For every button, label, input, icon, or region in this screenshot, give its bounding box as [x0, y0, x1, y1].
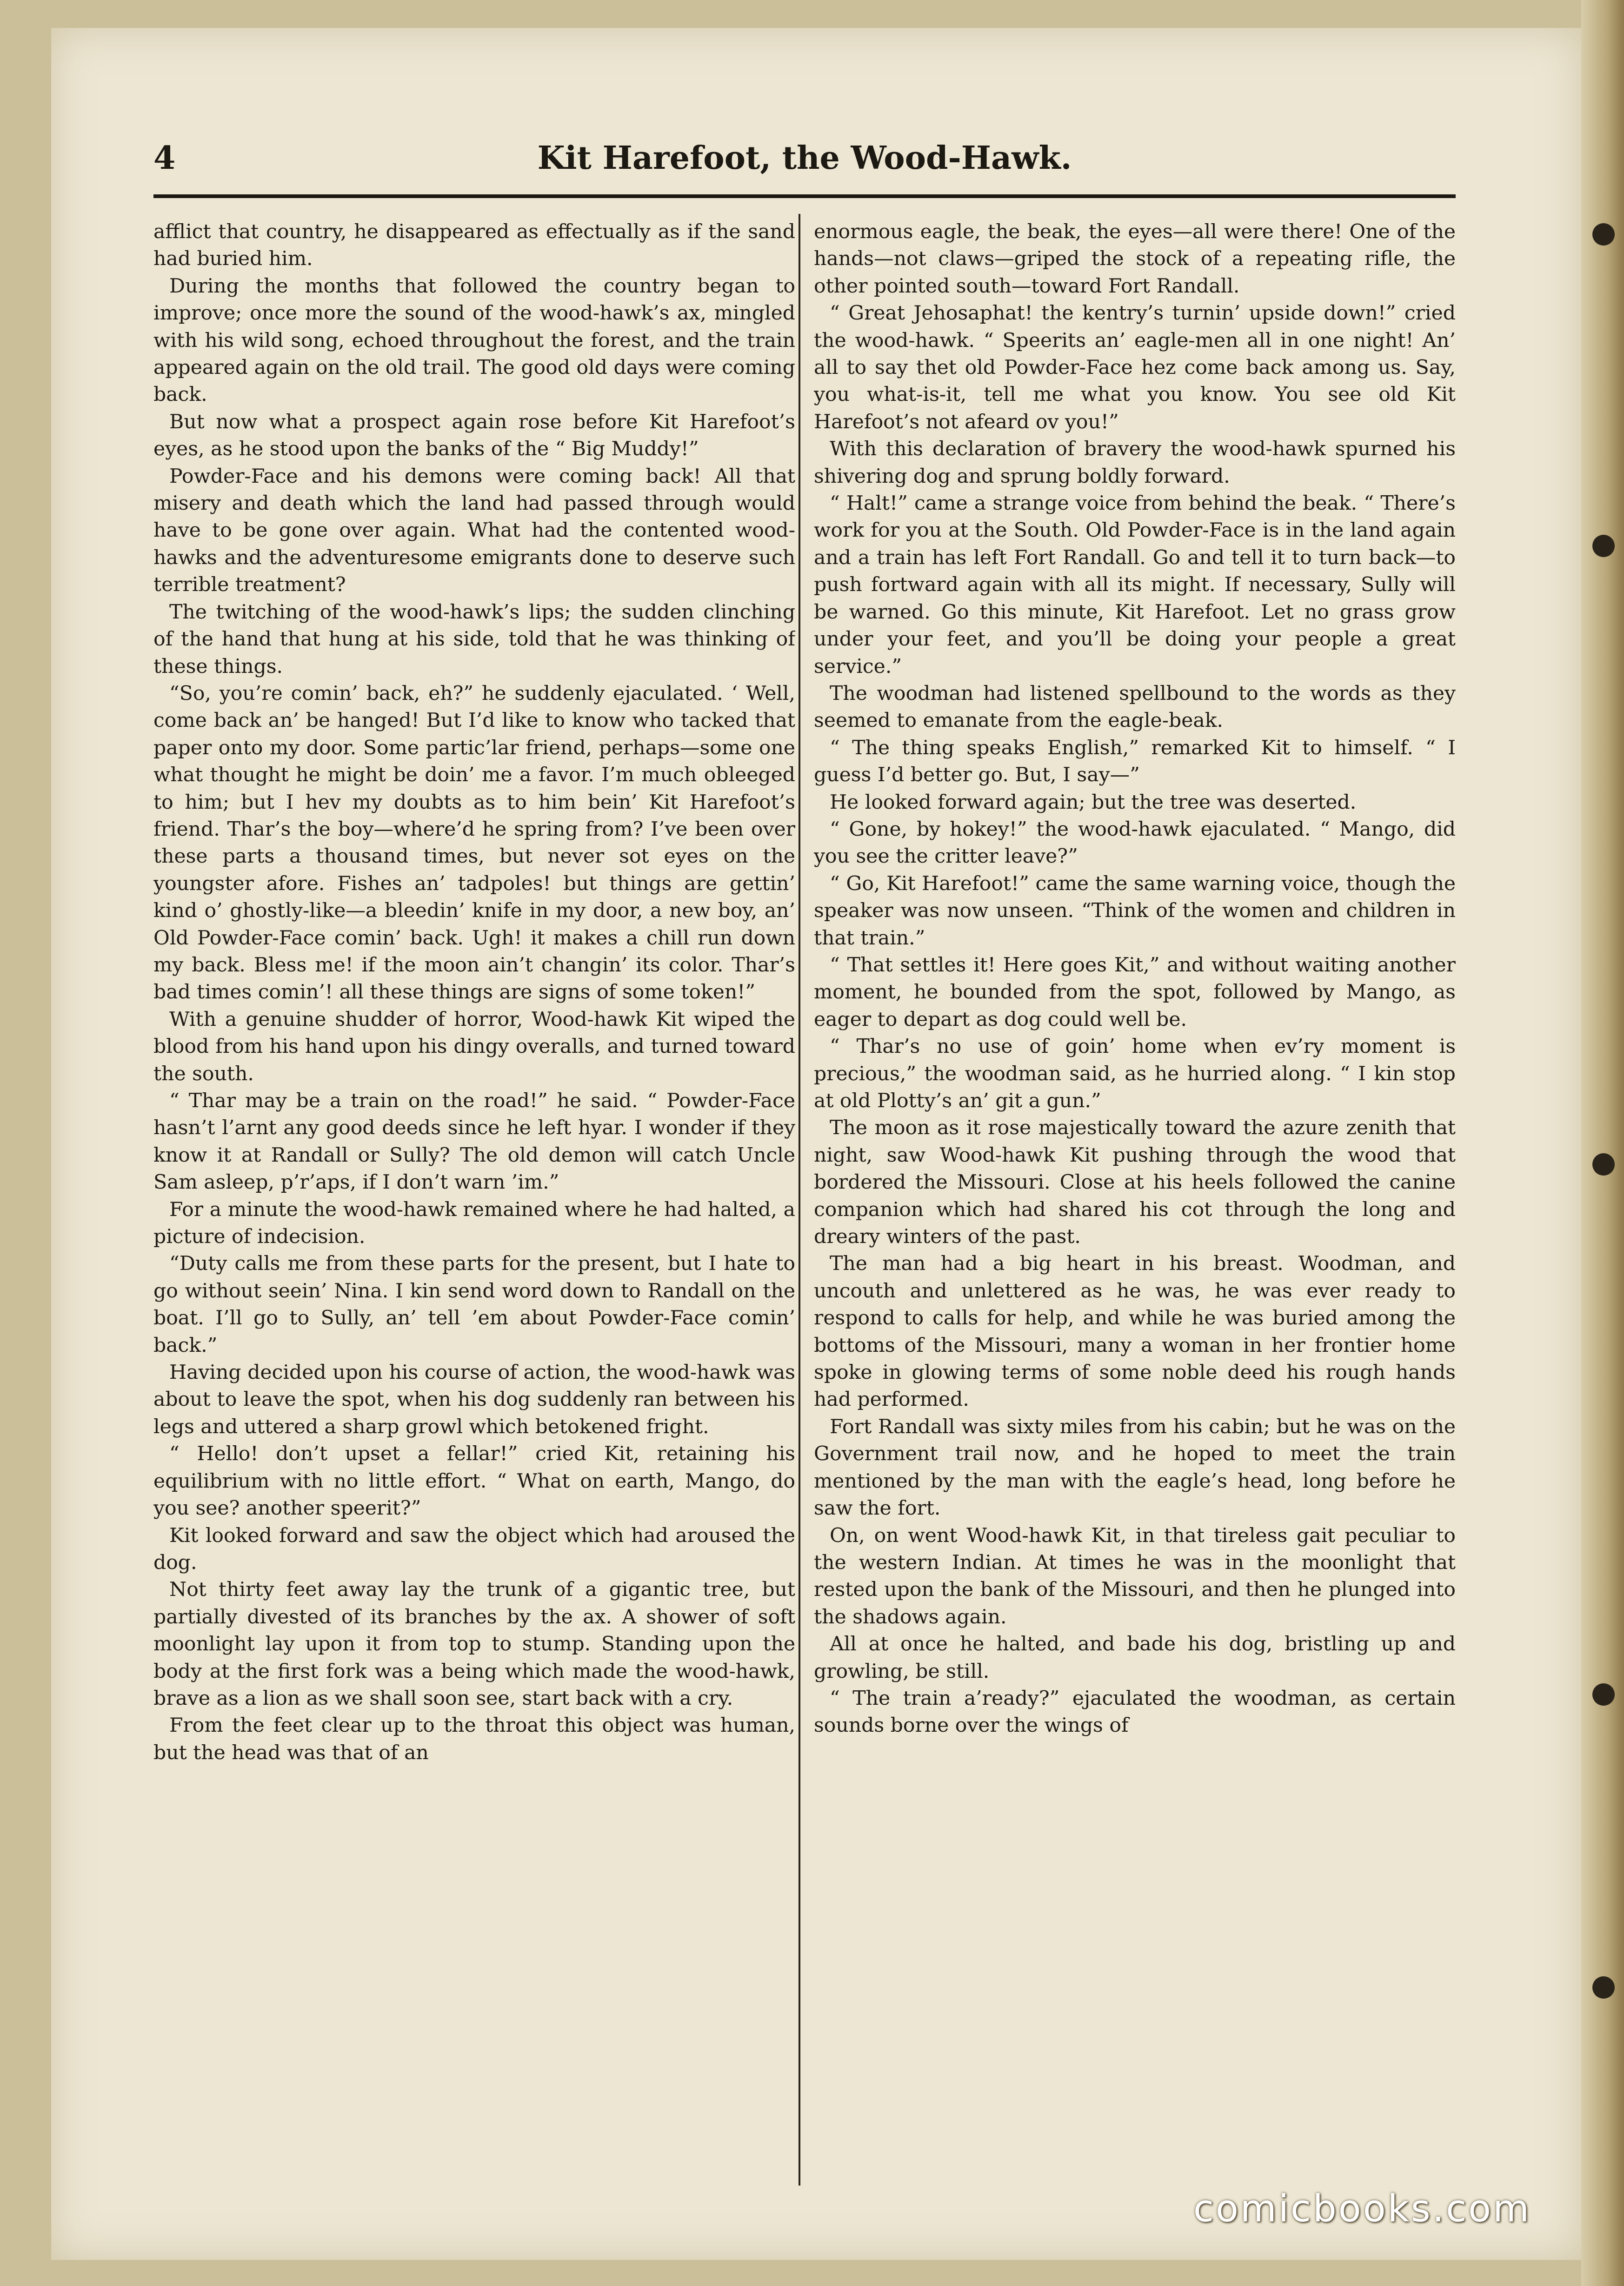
paragraph: Not thirty feet away lay the trunk of a gigantic tree, but partially divested of its branches by the ax. A shower of soft moonlight lay upon it from top to stump. Standing upon the body at the first fork was a being which made the wood-hawk, brave as a lion as we shall soon see, start back with a cry.: [153, 1578, 795, 1710]
paragraph: The twitching of the wood-hawk’s lips; the sudden clinching of the hand that hung at his side, told that he was thinking of these things.: [153, 600, 795, 678]
paragraph: But now what a prospect again rose before Kit Harefoot’s eyes, as he stood upon the banks of the “ Big Muddy!”: [153, 410, 795, 461]
paragraph: Powder-Face and his demons were coming back! All that misery and death which the land had passed through would have to be gone over again. What had the contented wood-hawks and the adventuresome emigrants done to deserve such terrible treatment?: [153, 465, 795, 597]
paragraph: “ The train a’ready?” ejaculated the woodman, as certain sounds borne over the wings of: [814, 1687, 1456, 1737]
paragraph: Fort Randall was sixty miles from his cabin; but he was on the Government trail now, and he hoped to meet the train mentioned by the man with the eagle’s head, long before he saw the fort.: [814, 1415, 1456, 1520]
site-watermark: comicbooks.com: [1193, 2187, 1531, 2230]
binding-hole: [1592, 223, 1615, 246]
paragraph: “ Halt!” came a strange voice from behind the beak. “ There’s work for you at the South. Old Powder-Face is in the land again and a train has left Fort Randall. Go and tell it to turn back—to push fortward again with all its might. If necessary, Sully will be warned. Go this minute, Kit Harefoot. Let no grass grow under your feet, and you’ll be doing your people a great service.”: [814, 492, 1456, 678]
paragraph: The woodman had listened spellbound to the words as they seemed to emanate from the eagle-beak.: [814, 682, 1456, 732]
paragraph: He looked forward again; but the tree was deserted.: [830, 791, 1357, 814]
paragraph: “ The thing speaks English,” remarked Kit to himself. “ I guess I’d better go. But, I say—”: [814, 736, 1456, 787]
running-title: Kit Harefoot, the Wood-Hawk.: [537, 140, 1072, 177]
paragraph: With a genuine shudder of horror, Wood-hawk Kit wiped the blood from his hand upon his dingy overalls, and turned toward the south.: [153, 1008, 795, 1085]
paragraph: “ Thar’s no use of goin’ home when ev’ry moment is precious,” the woodman said, as he hurried along. “ I kin stop at old Plotty’s an’ git a gun.”: [814, 1035, 1456, 1112]
paragraph: “ That settles it! Here goes Kit,” and without waiting another moment, he bounded from the spot, followed by Mango, as eager to depart as dog could well be.: [814, 953, 1456, 1031]
page-number: 4: [153, 140, 176, 177]
paragraph: All at once he halted, and bade his dog, bristling up and growling, be still.: [814, 1633, 1456, 1683]
paragraph: enormous eagle, the beak, the eyes—all were there! One of the hands—not claws—griped the stock of a repeating rifle, the other pointed south—toward Fort Randall.: [814, 220, 1456, 298]
paragraph: From the feet clear up to the throat this object was human, but the head was that of an: [153, 1714, 795, 1764]
paragraph: During the months that followed the country began to improve; once more the sound of the wood-hawk’s ax, mingled with his wild song, echoed throughout the forest, and the train appeared again on the old trail. The good old days were coming back.: [153, 274, 795, 406]
page-header: [153, 140, 1456, 195]
paragraph: “ Thar may be a train on the road!” he said. “ Powder-Face hasn’t l’arnt any good deeds since he left hyar. I wonder if they know it at Randall or Sully? The old demon will catch Uncle Sam asleep, p’r’aps, if I don’t warn ’im.”: [153, 1090, 795, 1194]
paragraph: afflict that country, he disappeared as effectually as if the sand had buried him.: [153, 220, 795, 271]
column-divider: [799, 214, 800, 2186]
paragraph: Kit looked forward and saw the object which had aroused the dog.: [153, 1524, 795, 1574]
paragraph: “So, you’re comin’ back, eh?” he suddenly ejaculated. ‘ Well, come back an’ be hanged! But I’d like to know who tacked that paper onto my door. Some partic’lar friend, perhaps—some one what thought he might be doin’ me a favor. I’m much obleeged to him; but I hev my doubts as to him bein’ Kit Harefoot’s friend. Thar’s the boy—where’d he spring from? I’ve been over these parts a thousand times, but never sot eyes on the youngster afore. Fishes an’ tadpoles! but things are gettin’ kind o’ ghostly-like—a bleedin’ knife in my door, a new boy, an’ Old Powder-Face comin’ back. Ugh! it makes a chill run down my back. Bless me! if the moon ain’t changin’ its color. Thar’s bad times comin’! all these things are signs of some token!”: [153, 682, 795, 1004]
paragraph: “ Go, Kit Harefoot!” came the same warning voice, though the speaker was now unseen. “Think of the women and children in that train.”: [814, 872, 1456, 950]
paragraph: “ Great Jehosaphat! the kentry’s turnin’ upside down!” cried the wood-hawk. “ Speerits an’ eagle-men all in one night! An’ all to say thet old Powder-Face hez come back among us. Say, you what-is-it, tell me what you know. You see old Kit Harefoot’s not afeard ov you!”: [814, 302, 1456, 433]
paragraph: With this declaration of bravery the wood-hawk spurned his shivering dog and sprung boldly forward.: [814, 438, 1456, 488]
paragraph: Having decided upon his course of action, the wood-hawk was about to leave the spot, when his dog suddenly ran between his legs and uttered a sharp growl which betokened fright.: [153, 1361, 795, 1438]
page-binding-edge: [1581, 0, 1624, 2286]
binding-hole: [1592, 1683, 1615, 1706]
binding-hole: [1592, 1153, 1615, 1176]
paragraph: “Duty calls me from these parts for the present, but I hate to go without seein’ Nina. I kin send word down to Randall on the boat. I’ll go to Sully, an’ tell ’em about Powder-Face comin’ back.”: [153, 1252, 795, 1357]
paragraph: “ Hello! don’t upset a fellar!” cried Kit, retaining his equilibrium with no little effort. “ What on earth, Mango, do you see? another speerit?”: [153, 1442, 795, 1520]
binding-hole: [1592, 535, 1615, 557]
paragraph: For a minute the wood-hawk remained where he had halted, a picture of indecision.: [153, 1198, 795, 1249]
binding-hole: [1592, 1976, 1615, 1999]
paragraph: On, on went Wood-hawk Kit, in that tireless gait peculiar to the western Indian. At times he was in the moonlight that rested upon the bank of the Missouri, and then he plunged into the shadows again.: [814, 1524, 1456, 1628]
left-text-column: [153, 219, 795, 2186]
right-text-column: [814, 219, 1456, 2186]
paragraph: The man had a big heart in his breast. Woodman, and uncouth and unlettered as he was, he was ever ready to respond to calls for help, and while he was buried among the bottoms of the Missouri, many a woman in her frontier home spoke in glowing terms of some noble deed his rough hands had performed.: [814, 1252, 1456, 1411]
paragraph: The moon as it rose majestically toward the azure zenith that night, saw Wood-hawk Kit pushing through the wood that bordered the Missouri. Close at his heels followed the canine companion which had shared his cot through the long and dreary winters of the past.: [814, 1116, 1456, 1249]
header-rule: [153, 194, 1456, 198]
paragraph: “ Gone, by hokey!” the wood-hawk ejaculated. “ Mango, did you see the critter leave?”: [814, 817, 1456, 868]
